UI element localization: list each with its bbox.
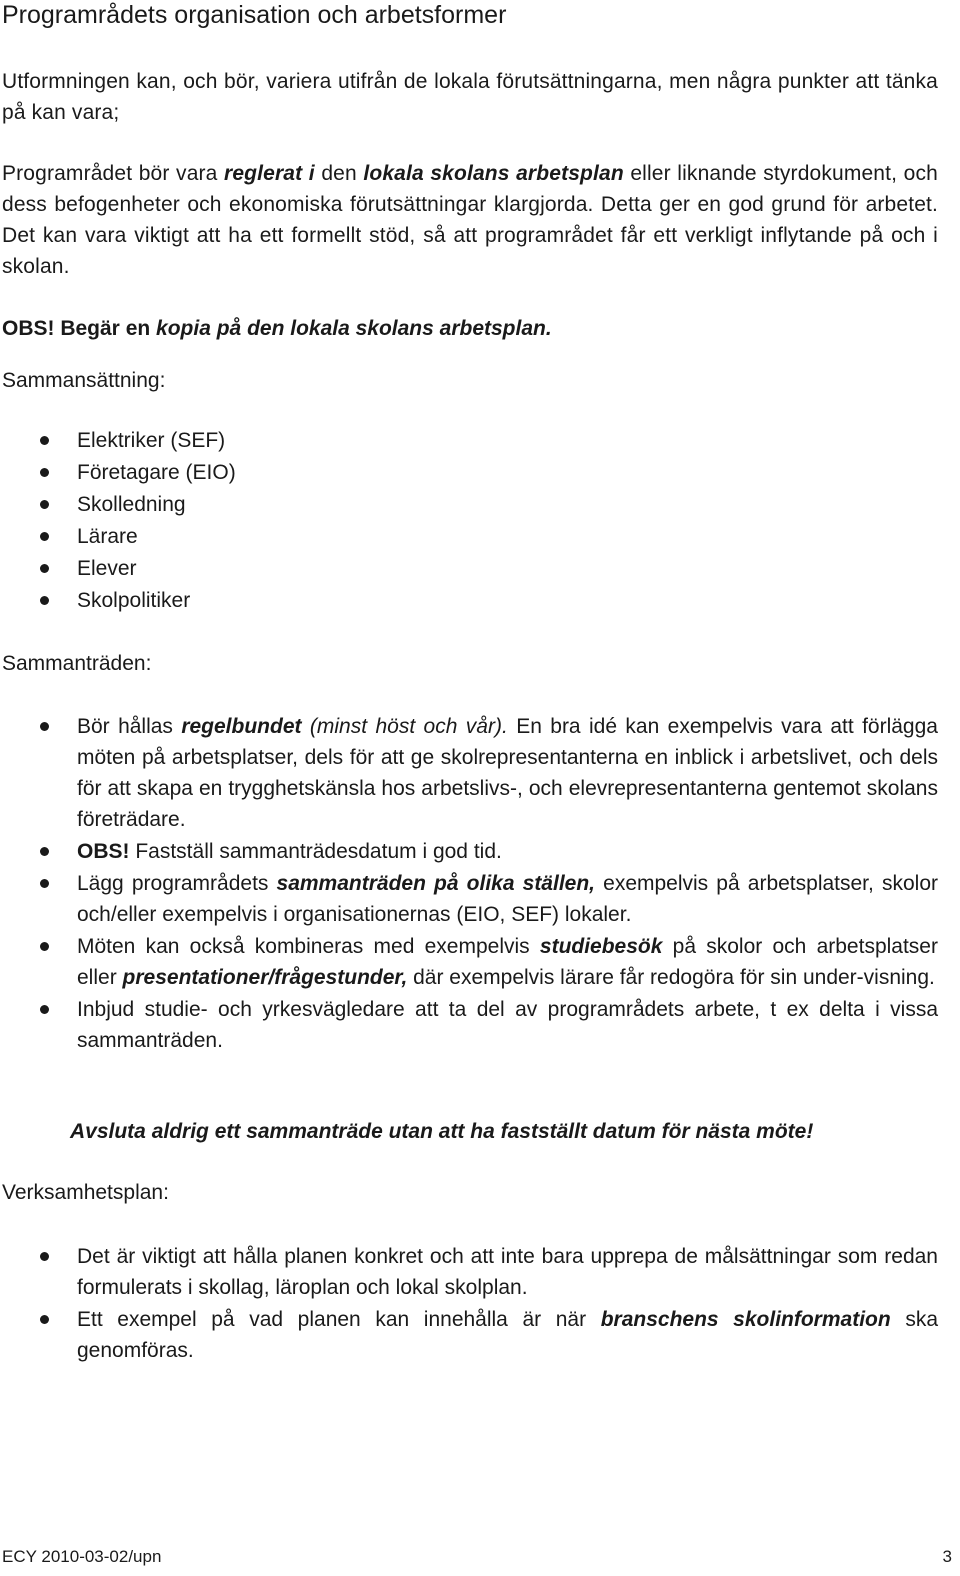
list-item: Lärare <box>0 521 938 553</box>
regulation-text-2: den <box>321 162 357 185</box>
list-item: Skolpolitiker <box>0 585 938 617</box>
bullet-icon <box>40 436 49 445</box>
list-item: Elektriker (SEF) <box>0 425 938 457</box>
regulation-text-1: Programrådet bör vara <box>2 162 218 185</box>
bullet-icon <box>40 879 49 888</box>
plan-list <box>0 1241 938 1367</box>
list-item: Skolledning <box>0 489 938 521</box>
list-item: Lägg programrådets sammanträden på olika ställen, exempelvis på arbetsplatser, skolor och/eller exempelvis i organisationernas (EIO, SEF) lokaler. <box>0 868 938 930</box>
intro-paragraph: Utformningen kan, och bör, variera utifrån de lokala förutsättningarna, men några punkter att tänka på kan vara; <box>2 70 938 124</box>
regulation-emphasis-2: lokala skolans arbetsplan <box>363 162 624 185</box>
regulation-emphasis-1: reglerat i <box>224 162 315 185</box>
bullet-icon <box>40 1252 49 1261</box>
page-title: Programrådets organisation och arbetsformer <box>2 1 507 29</box>
bullet-icon <box>40 596 49 605</box>
meetings-heading: Sammanträden: <box>2 652 152 675</box>
obs-note <box>2 313 938 344</box>
list-item: Inbjud studie- och yrkesvägledare att ta del av programrådets arbete, t ex delta i vissa sammanträden. <box>0 994 938 1056</box>
bullet-icon <box>40 500 49 509</box>
composition-list <box>0 425 938 617</box>
footer-reference: ECY 2010-03-02/upn <box>2 1547 162 1566</box>
obs-note-emphasis: kopia på den lokala skolans arbetsplan. <box>156 317 552 340</box>
list-item: OBS! Fastställ sammanträdesdatum i god tid. <box>0 836 938 867</box>
regulation-text-4: Det kan vara viktigt att ha ett formellt stöd, så att programrådet får ett verkligt inflytande på och i skolan. <box>2 224 938 278</box>
list-item: Företagare (EIO) <box>0 457 938 489</box>
obs-note-prefix: OBS! Begär en <box>2 317 151 340</box>
list-item: Det är viktigt att hålla planen konkret och att inte bara upprepa de målsättningar som redan formulerats i skollag, läroplan och lokal skolplan. <box>0 1241 938 1303</box>
meetings-list <box>0 711 938 1057</box>
bullet-icon <box>40 1005 49 1014</box>
bullet-icon <box>40 532 49 541</box>
list-item: Bör hållas regelbundet (minst höst och vår). En bra idé kan exempelvis vara att förlägga möten på arbetsplatser, dels för att ge skolrepresentanterna en inblick i arbetslivet, och dels för att skapa en trygghetskänsla hos arbetslivs-, och elevrepresentanterna gentemot skolans företrädare. <box>0 711 938 835</box>
bullet-icon <box>40 468 49 477</box>
regulation-paragraph <box>2 158 938 282</box>
page-number: 3 <box>942 1547 952 1566</box>
bullet-icon <box>40 1315 49 1324</box>
bullet-icon <box>40 942 49 951</box>
list-item: Möten kan också kombineras med exempelvis studiebesök på skolor och arbetsplatser eller presentationer/frågestunder, där exempelvis lärare får redogöra för sin under-visning. <box>0 931 938 993</box>
closing-reminder: Avsluta aldrig ett sammanträde utan att ha fastställt datum för nästa möte! <box>70 1120 814 1143</box>
composition-heading: Sammansättning: <box>2 369 166 392</box>
bullet-icon <box>40 722 49 731</box>
list-item: Elever <box>0 553 938 585</box>
list-item: Ett exempel på vad planen kan innehålla är när branschens skolinformation ska genomföras. <box>0 1304 938 1366</box>
bullet-icon <box>40 847 49 856</box>
plan-heading: Verksamhetsplan: <box>2 1181 169 1204</box>
bullet-icon <box>40 564 49 573</box>
regulation-text-3: eller liknande styrdokument, och dess befogenheter och ekonomiska förutsättningar klargjorda. Detta ger en god grund för arbetet. <box>2 162 938 216</box>
